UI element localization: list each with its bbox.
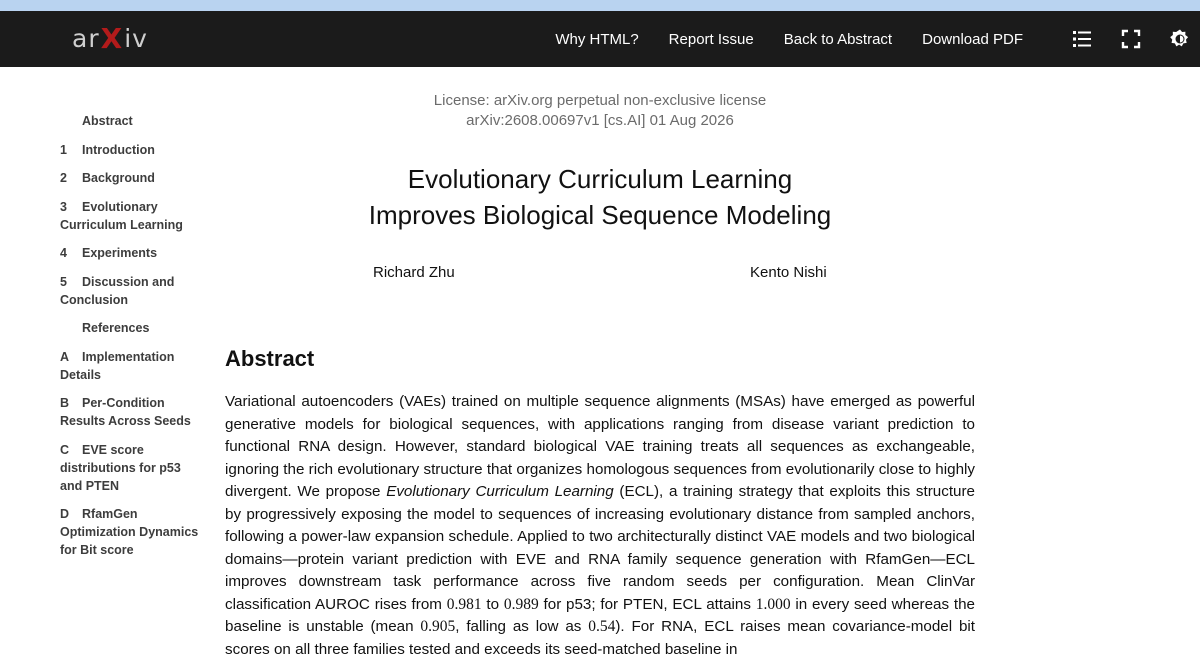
- toc-label: References: [82, 321, 150, 335]
- abstract-part: to: [481, 595, 504, 613]
- toc-number: 1: [60, 142, 67, 157]
- auroc-baseline-pten-min: 0.54: [588, 618, 616, 635]
- toc-number: 2: [60, 171, 67, 185]
- toc-label: Abstract: [82, 114, 133, 128]
- top-navbar: [0, 11, 1200, 67]
- title-line-1: Evolutionary Curriculum Learning: [407, 164, 793, 194]
- abstract-heading: Abstract: [225, 346, 315, 371]
- abstract-part: (ECL), a training strategy that exploits this structure by progressively exposing the model to sequences of increasing evolutionary distance from sampled anchors, following a power-law expansion schedule. Applied to two architecturally distinct VAE models and two biological domains—protein variant prediction with EVE and RNA family sequence generation with RfamGen—ECL improves downstream task performance across five random seeds per configuration. Mean ClinVar classification AUROC rises from: [225, 483, 976, 613]
- logo-suffix: iv: [124, 23, 148, 53]
- abstract-part: in every seed whereas the baseline is unstable (mean: [225, 595, 975, 635]
- abstract-text: [225, 391, 975, 661]
- toc-number: 4: [60, 246, 67, 260]
- license-block: [225, 91, 975, 131]
- toc-label: Discussion and Conclusion: [60, 274, 175, 307]
- abstract-part: , falling as low as: [455, 618, 589, 635]
- why-html-link[interactable]: Why HTML?: [555, 30, 639, 48]
- toc-item-abstract[interactable]: [60, 112, 200, 130]
- toc-item-introduction[interactable]: [60, 141, 200, 159]
- browser-top-strip: [0, 0, 1200, 11]
- toc-number: D: [60, 507, 70, 521]
- paper-title: [225, 161, 975, 233]
- method-name: Evolutionary Curriculum Learning: [386, 483, 614, 500]
- toc-item-discussion[interactable]: [60, 273, 200, 309]
- theme-icon[interactable]: [1170, 29, 1190, 49]
- abstract-part: ). For RNA, ECL raises mean covariance-model bit scores on all three families tested and exceeds its seed-matched baseline in: [225, 618, 976, 658]
- toc-label: EVE score distributions for p53 and PTEN: [60, 442, 181, 493]
- auroc-ecl-p53: 0.989: [503, 595, 539, 613]
- toc-label: Background: [82, 171, 155, 185]
- toc-item-appendix-b[interactable]: [60, 394, 200, 430]
- toc-label: Evolutionary Curriculum Learning: [60, 199, 183, 232]
- toc-label: Introduction: [82, 142, 155, 157]
- abstract-part: Variational autoencoders (VAEs) trained on multiple sequence alignments (MSAs) have emerged as powerful generative models for biological sequences, with applications ranging from disease variant prediction to functional RNA design. However, standard biological VAE training treats all sequences as exchangeable, ignoring the rich evolutionary structure that organizes homologous sequences from evolutionarily close to highly divergent. We propose: [225, 393, 975, 500]
- table-of-contents: [60, 112, 200, 570]
- toc-item-experiments[interactable]: [60, 244, 200, 262]
- toc-item-appendix-a[interactable]: [60, 348, 200, 384]
- arxiv-logo[interactable]: [72, 23, 148, 53]
- abstract-part: for p53; for PTEN, ECL attains: [538, 595, 756, 613]
- list-icon[interactable]: [1072, 29, 1092, 49]
- toc-item-appendix-c[interactable]: [60, 441, 200, 495]
- arxiv-id-line: arXiv:2608.00697v1 [cs.AI] 01 Aug 2026: [466, 112, 734, 129]
- title-line-2: Improves Biological Sequence Modeling: [368, 200, 832, 230]
- toc-label: RfamGen Optimization Dynamics for Bit score: [60, 507, 199, 557]
- toc-label: Per-Condition Results Across Seeds: [60, 396, 191, 428]
- author-kento-nishi: Kento Nishi: [750, 264, 827, 281]
- fullscreen-icon[interactable]: [1121, 29, 1141, 49]
- toc-number: A: [60, 349, 70, 364]
- auroc-ecl-pten: 1.000: [755, 595, 791, 613]
- logo-x: X: [100, 21, 124, 55]
- toc-number: C: [60, 442, 70, 457]
- toc-item-appendix-d[interactable]: [60, 505, 200, 559]
- toc-number: B: [60, 396, 70, 410]
- toc-item-background[interactable]: [60, 169, 200, 187]
- toc-item-evolutionary-curriculum-learning[interactable]: [60, 198, 200, 234]
- author-richard-zhu: Richard Zhu: [373, 264, 455, 281]
- auroc-baseline-p53: 0.981: [446, 595, 482, 613]
- toc-label: Implementation Details: [60, 349, 175, 382]
- license-line: License: arXiv.org perpetual non-exclusive license: [433, 92, 767, 109]
- toc-number: 3: [60, 199, 67, 214]
- toc-label: Experiments: [82, 246, 158, 260]
- nav-links: [555, 11, 1200, 67]
- auroc-baseline-pten-mean: 0.905: [420, 618, 456, 635]
- report-issue-link[interactable]: Report Issue: [668, 30, 754, 48]
- logo-prefix: ar: [72, 23, 100, 53]
- back-to-abstract-link[interactable]: Back to Abstract: [783, 30, 893, 48]
- toc-item-references[interactable]: [60, 319, 200, 337]
- download-pdf-link[interactable]: Download PDF: [922, 30, 1023, 48]
- toc-number: 5: [60, 274, 67, 289]
